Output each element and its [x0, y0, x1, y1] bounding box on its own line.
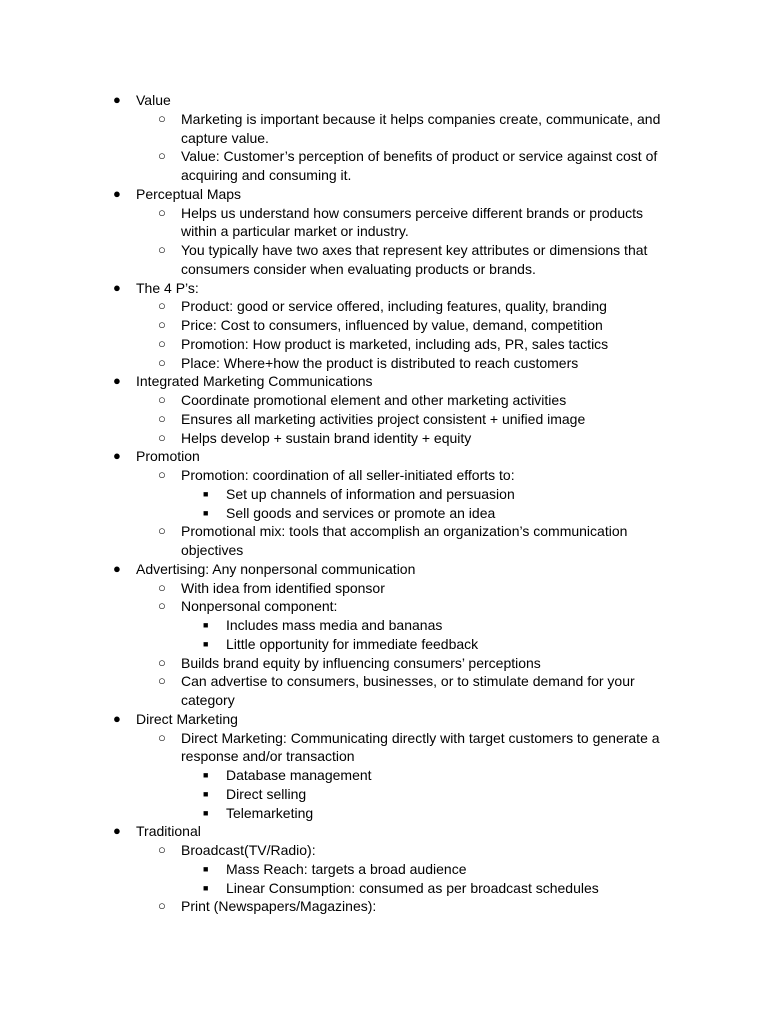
hollow-bullet-icon: ○: [158, 354, 166, 370]
bullet-icon: ●: [113, 373, 121, 389]
list-item: [0, 822, 768, 841]
square-bullet-icon: ■: [203, 863, 209, 874]
bullet-icon: ●: [113, 279, 121, 295]
list-item-text: Traditional: [136, 823, 201, 840]
hollow-bullet-icon: ○: [158, 242, 166, 257]
document-page: [0, 91, 768, 916]
hollow-bullet-icon: ○: [158, 110, 166, 126]
list-item-text: Product: good or service offered, including features, quality, branding: [181, 298, 607, 315]
list-item: [0, 635, 768, 654]
list-item-text: Perceptual Maps: [136, 185, 242, 202]
bullet-icon: ●: [113, 560, 121, 576]
square-bullet-icon: ■: [203, 488, 209, 499]
hollow-bullet-icon: ○: [158, 392, 166, 407]
hollow-bullet-icon: ○: [158, 298, 166, 314]
hollow-bullet-icon: ○: [158, 523, 166, 539]
list-item: [0, 560, 768, 579]
list-item-text: Direct Marketing: [136, 710, 238, 727]
list-item-text: Helps develop + sustain brand identity + equity: [181, 429, 472, 446]
list-item: [0, 504, 768, 523]
list-item: [0, 710, 768, 729]
list-item: [0, 766, 768, 785]
list-item-text: Promotion: [136, 448, 200, 465]
list-item-text: Little opportunity for immediate feedback: [226, 635, 479, 652]
hollow-bullet-icon: ○: [158, 148, 166, 164]
list-item-text: Promotion: coordination of all seller-initiated efforts to:: [181, 467, 515, 483]
square-bullet-icon: ■: [203, 807, 209, 818]
list-item: [0, 372, 768, 391]
list-item-text: Value: Customer’s perception of benefits of product or service against cost of acquiring and consuming it.: [181, 148, 658, 183]
bullet-icon: ●: [113, 710, 121, 726]
list-item: [0, 897, 768, 916]
hollow-bullet-icon: ○: [158, 467, 166, 482]
list-item-text: Ensures all marketing activities project consistent + unified image: [181, 410, 586, 427]
list-item: [0, 279, 768, 298]
list-item: [0, 785, 768, 804]
list-item: [0, 204, 768, 242]
list-item-text: Promotion: How product is marketed, including ads, PR, sales tactics: [181, 335, 609, 352]
list-item: [0, 241, 768, 279]
list-item: [0, 466, 768, 485]
list-item: [0, 879, 768, 898]
list-item-text: The 4 P’s:: [136, 279, 199, 296]
list-item: [0, 354, 768, 373]
list-item-text: Print (Newspapers/Magazines):: [181, 898, 377, 915]
hollow-bullet-icon: ○: [158, 654, 166, 670]
hollow-bullet-icon: ○: [158, 579, 166, 595]
list-item-text: Sell goods and services or promote an idea: [226, 504, 496, 521]
square-bullet-icon: ■: [203, 788, 209, 799]
list-item-text: Broadcast(TV/Radio):: [181, 842, 316, 858]
list-item-text: Integrated Marketing Communications: [136, 373, 373, 390]
hollow-bullet-icon: ○: [158, 317, 166, 332]
list-item: [0, 672, 768, 710]
list-item-text: Set up channels of information and persuasion: [226, 485, 515, 502]
list-item: [0, 335, 768, 354]
list-item: [0, 804, 768, 823]
list-item-text: With idea from identified sponsor: [181, 579, 385, 596]
list-item-text: Coordinate promotional element and other marketing activities: [181, 392, 567, 408]
list-item: [0, 91, 768, 110]
bullet-icon: ●: [113, 823, 121, 839]
hollow-bullet-icon: ○: [158, 898, 166, 914]
list-item-text: Can advertise to consumers, businesses, or to stimulate demand for your category: [181, 673, 635, 708]
hollow-bullet-icon: ○: [158, 598, 166, 614]
list-item-text: Includes mass media and bananas: [226, 617, 443, 633]
hollow-bullet-icon: ○: [158, 410, 166, 426]
list-item: [0, 616, 768, 635]
list-item-text: Price: Cost to consumers, influenced by value, demand, competition: [181, 317, 603, 333]
square-bullet-icon: ■: [203, 882, 209, 893]
hollow-bullet-icon: ○: [158, 429, 166, 445]
hollow-bullet-icon: ○: [158, 673, 166, 689]
list-item-text: Nonpersonal component:: [181, 598, 338, 615]
list-item-text: Advertising: Any nonpersonal communication: [136, 560, 416, 577]
list-item-text: Direct Marketing: Communicating directly with target customers to generate a response and/or transaction: [181, 729, 660, 765]
list-item: [0, 297, 768, 316]
list-item: [0, 447, 768, 466]
list-item: [0, 597, 768, 616]
list-item: [0, 110, 768, 148]
list-item: [0, 185, 768, 204]
list-item-text: Promotional mix: tools that accomplish an organization’s communication objectives: [181, 523, 628, 558]
bullet-icon: ●: [113, 448, 121, 464]
hollow-bullet-icon: ○: [158, 729, 166, 745]
list-item: [0, 410, 768, 429]
list-item-text: Direct selling: [226, 785, 307, 802]
hollow-bullet-icon: ○: [158, 204, 166, 220]
list-item: [0, 391, 768, 410]
list-item-text: You typically have two axes that represent key attributes or dimensions that consumers consider when evaluating products or brands.: [181, 242, 648, 277]
hollow-bullet-icon: ○: [158, 842, 166, 857]
hollow-bullet-icon: ○: [158, 335, 166, 351]
square-bullet-icon: ■: [203, 507, 209, 518]
bullet-icon: ●: [113, 185, 121, 201]
list-item-text: Telemarketing: [226, 804, 314, 821]
square-bullet-icon: ■: [203, 620, 209, 630]
square-bullet-icon: ■: [203, 770, 209, 780]
list-item-text: Marketing is important because it helps companies create, communicate, and capture value.: [181, 110, 661, 146]
list-item-text: Database management: [226, 767, 372, 783]
list-item: [0, 522, 768, 560]
square-bullet-icon: ■: [203, 638, 209, 649]
list-item: [0, 654, 768, 673]
list-item-text: Builds brand equity by influencing consumers’ perceptions: [181, 654, 541, 671]
list-item-text: Place: Where+how the product is distributed to reach customers: [181, 354, 579, 371]
list-item: [0, 860, 768, 879]
bullet-icon: ●: [113, 92, 121, 107]
list-item-text: Helps us understand how consumers perceive different brands or products within a particular market or industry.: [181, 204, 643, 240]
list-item-text: Linear Consumption: consumed as per broadcast schedules: [226, 879, 599, 896]
list-item-text: Mass Reach: targets a broad audience: [226, 860, 467, 877]
list-item: [0, 841, 768, 860]
list-item: [0, 147, 768, 185]
list-item: [0, 579, 768, 598]
list-item: [0, 429, 768, 448]
list-item: [0, 485, 768, 504]
list-item: [0, 316, 768, 335]
list-item-text: Value: [136, 92, 171, 108]
list-item: [0, 729, 768, 767]
